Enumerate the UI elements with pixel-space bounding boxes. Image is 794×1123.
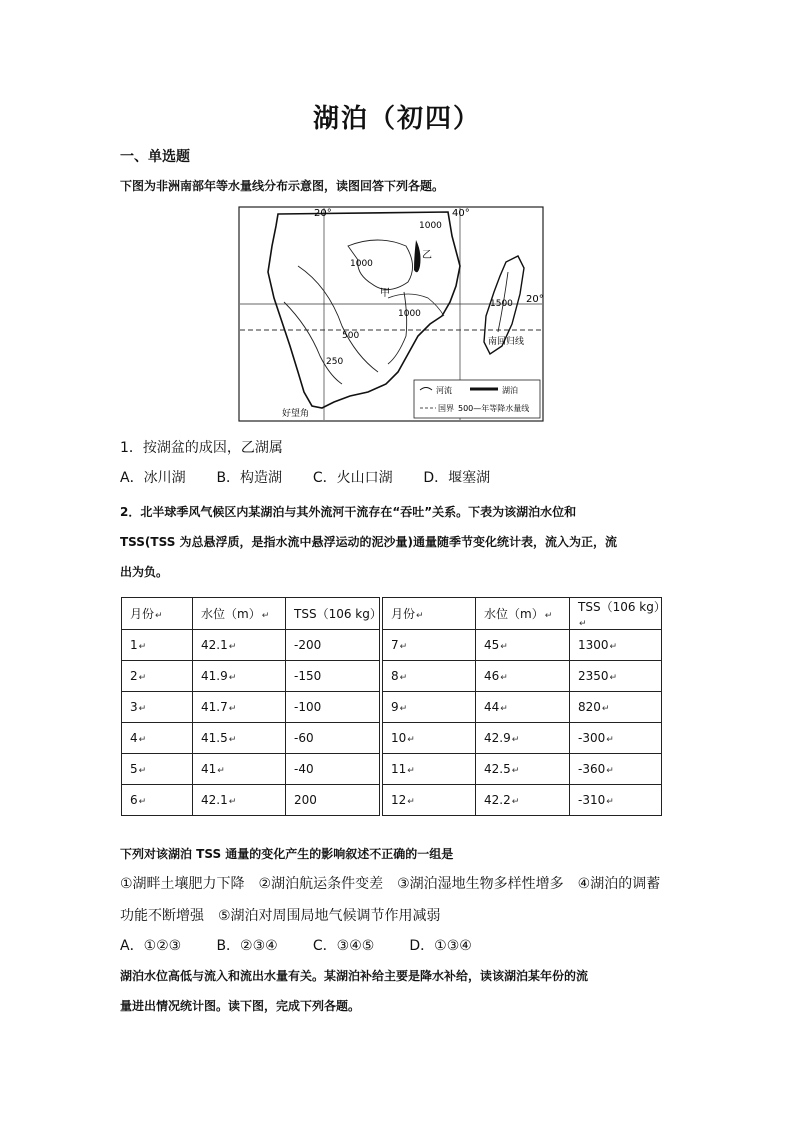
tss-table bbox=[121, 597, 666, 816]
table-cell: 11 ↵ bbox=[381, 754, 476, 785]
question-3-stem: 下列对该湖泊 TSS 通量的变化产生的影响叙述不正确的一组是 bbox=[120, 847, 454, 861]
section-heading: 一、单选题 bbox=[120, 149, 190, 165]
table-cell: 200 bbox=[286, 785, 382, 816]
table-cell: -360 ↵ bbox=[570, 754, 662, 785]
table-cell: 46 ↵ bbox=[476, 661, 570, 692]
table-cell: -40 bbox=[286, 754, 382, 785]
lon-label-40: 40° bbox=[452, 208, 470, 219]
place-yi: 乙 bbox=[422, 250, 432, 261]
header-level: 水位（m） ↵ bbox=[476, 598, 570, 630]
table-row bbox=[122, 785, 662, 816]
contour-label: 250 bbox=[326, 357, 344, 367]
option-d[interactable]: D．堰塞湖 bbox=[423, 470, 491, 486]
header-level: 水位（m） ↵ bbox=[193, 598, 286, 630]
table-cell: 12 ↵ bbox=[381, 785, 476, 816]
contour-label: 1000 bbox=[419, 221, 442, 231]
contour-label: 1500 bbox=[490, 299, 513, 309]
closing-line-2: 量进出情况统计图。读下图，完成下列各题。 bbox=[120, 999, 361, 1013]
table-cell: 6 ↵ bbox=[122, 785, 193, 816]
legend-box bbox=[414, 380, 540, 418]
legend-lake: 湖泊 bbox=[502, 386, 518, 395]
question-1: 1．按湖盆的成因，乙湖属 bbox=[120, 440, 283, 456]
southern-africa-isohyet-map bbox=[238, 206, 544, 422]
question-3-statements-line-2: 功能不断增强 ⑤湖泊对周围局地气候调节作用减弱 bbox=[120, 908, 441, 924]
header-month: 月份 ↵ bbox=[381, 598, 476, 630]
question-3-statements-line-1: ①湖畔土壤肥力下降 ②湖泊航运条件变差 ③湖泊湿地生物多样性增多 ④湖泊的调蓄 bbox=[120, 876, 661, 892]
table-cell: 5 ↵ bbox=[122, 754, 193, 785]
table-row bbox=[122, 692, 662, 723]
table-cell: -300 ↵ bbox=[570, 723, 662, 754]
table-cell: -310 ↵ bbox=[570, 785, 662, 816]
table-cell: 7 ↵ bbox=[381, 630, 476, 661]
question-1-options bbox=[120, 467, 490, 487]
table-cell: 42.2 ↵ bbox=[476, 785, 570, 816]
page-title: 湖泊（初四） bbox=[312, 104, 481, 134]
table-cell: 41.5 ↵ bbox=[193, 723, 286, 754]
contour-label: 1000 bbox=[398, 309, 421, 319]
table-row bbox=[122, 630, 662, 661]
table-cell: -150 bbox=[286, 661, 382, 692]
table-cell: -100 bbox=[286, 692, 382, 723]
question-3-options bbox=[120, 935, 472, 955]
legend-river: 河流 bbox=[436, 386, 452, 395]
option-a[interactable]: A．冰川湖 bbox=[120, 470, 186, 486]
table-cell: 41 ↵ bbox=[193, 754, 286, 785]
contour-label: 1000 bbox=[350, 259, 373, 269]
table-cell: 41.9 ↵ bbox=[193, 661, 286, 692]
map-intro: 下图为非洲南部年等水量线分布示意图，读图回答下列各题。 bbox=[120, 179, 445, 193]
table-cell: 9 ↵ bbox=[381, 692, 476, 723]
table-cell: 820 ↵ bbox=[570, 692, 662, 723]
table-cell: 2 ↵ bbox=[122, 661, 193, 692]
legend-boundary: 国界 bbox=[438, 404, 454, 413]
place-jia: 甲 bbox=[380, 288, 390, 299]
cape-label: 好望角 bbox=[282, 409, 310, 419]
lon-label-20: 20° bbox=[314, 208, 332, 219]
header-tss: TSS（106 kg） ↵ bbox=[570, 598, 662, 630]
table-header-row bbox=[122, 598, 662, 630]
table-row bbox=[122, 754, 662, 785]
table-cell: 42.5 ↵ bbox=[476, 754, 570, 785]
closing-line-1: 湖泊水位高低与流入和流出水量有关。某湖泊补给主要是降水补给，读该湖泊某年份的流 bbox=[120, 969, 589, 983]
legend-isoline: 500—年等降水量线 bbox=[458, 404, 530, 413]
table-cell: 2350 ↵ bbox=[570, 661, 662, 692]
table-row bbox=[122, 723, 662, 754]
table-cell: 8 ↵ bbox=[381, 661, 476, 692]
tropic-label: 南回归线 bbox=[488, 337, 525, 347]
header-tss: TSS（106 kg） bbox=[286, 598, 382, 630]
table-cell: 3 ↵ bbox=[122, 692, 193, 723]
question-2-line-3: 出为负。 bbox=[120, 565, 169, 579]
option-d[interactable]: D．①③④ bbox=[409, 938, 472, 954]
header-month: 月份 ↵ bbox=[122, 598, 193, 630]
table-cell: 44 ↵ bbox=[476, 692, 570, 723]
table-cell: 42.1 ↵ bbox=[193, 630, 286, 661]
table-cell: 10 ↵ bbox=[381, 723, 476, 754]
lat-label-20: 20° bbox=[526, 294, 544, 305]
table-cell: 42.1 ↵ bbox=[193, 785, 286, 816]
question-2-line-2: TSS(TSS 为总悬浮质，是指水流中悬浮运动的泥沙量)通量随季节变化统计表，流入为正，流 bbox=[120, 535, 618, 549]
question-2-line-1: 2．北半球季风气候区内某湖泊与其外流河干流存在“吞吐”关系。下表为该湖泊水位和 bbox=[120, 505, 577, 519]
table-cell: 42.9 ↵ bbox=[476, 723, 570, 754]
table-cell: 4 ↵ bbox=[122, 723, 193, 754]
option-c[interactable]: C．③④⑤ bbox=[312, 938, 375, 954]
option-a[interactable]: A．①②③ bbox=[120, 938, 182, 954]
option-b[interactable]: B．构造湖 bbox=[216, 470, 283, 486]
contour-label: 500 bbox=[342, 331, 360, 341]
table-cell: 41.7 ↵ bbox=[193, 692, 286, 723]
option-c[interactable]: C．火山口湖 bbox=[312, 470, 393, 486]
table-cell: 1300 ↵ bbox=[570, 630, 662, 661]
table-row bbox=[122, 661, 662, 692]
table-cell: -60 bbox=[286, 723, 382, 754]
table-cell: 1 ↵ bbox=[122, 630, 193, 661]
option-b[interactable]: B．②③④ bbox=[216, 938, 278, 954]
table-cell: -200 bbox=[286, 630, 382, 661]
table-cell: 45 ↵ bbox=[476, 630, 570, 661]
